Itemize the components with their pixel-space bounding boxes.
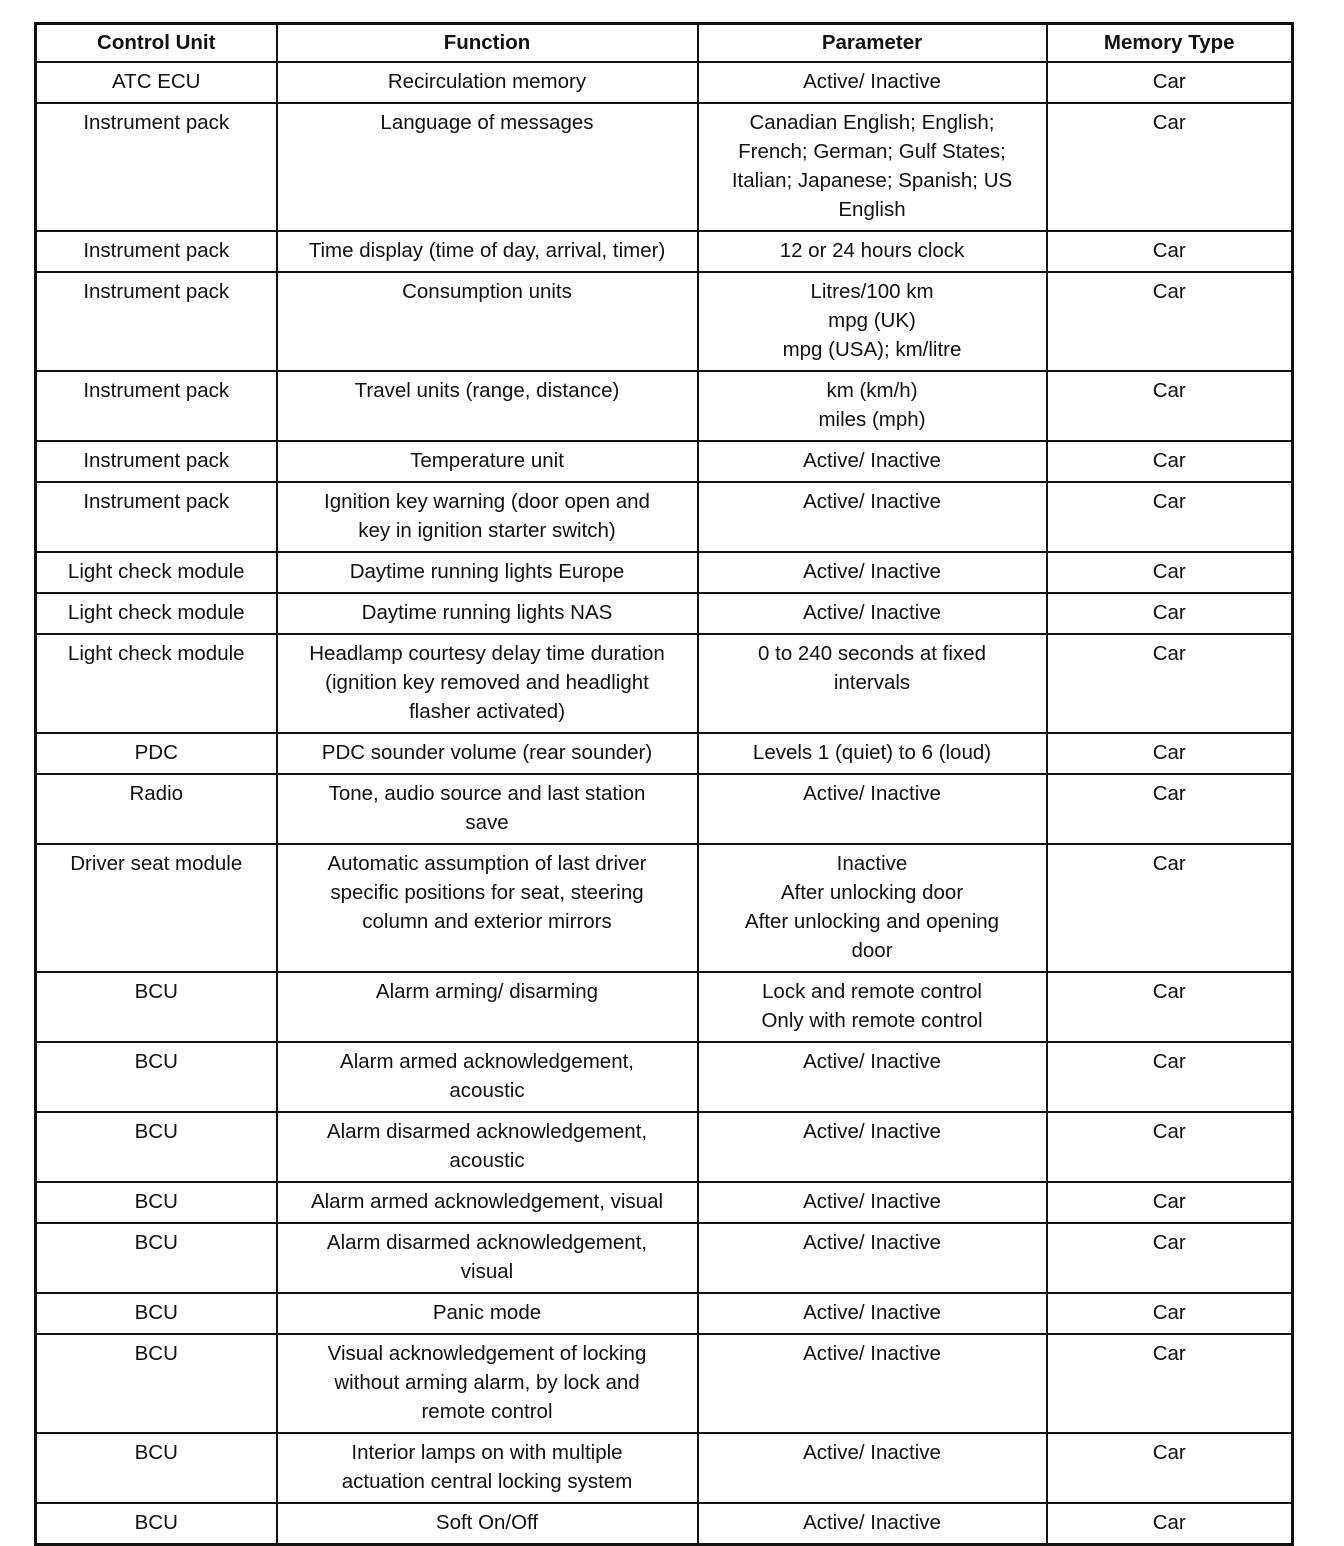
cell-parameter: Active/ Inactive — [698, 1223, 1047, 1293]
cell-parameter: Litres/100 km mpg (UK) mpg (USA); km/litre — [698, 272, 1047, 371]
cell-memory-type: Car — [1047, 552, 1293, 593]
table-row — [36, 844, 1293, 972]
cell-control-unit: BCU — [36, 1182, 277, 1223]
cell-function: Interior lamps on with multiple actuation central locking system — [277, 1433, 698, 1503]
cell-control-unit: Light check module — [36, 552, 277, 593]
cell-control-unit: Instrument pack — [36, 103, 277, 231]
cell-memory-type: Car — [1047, 482, 1293, 552]
table-row — [36, 634, 1293, 733]
cell-memory-type: Car — [1047, 634, 1293, 733]
cell-memory-type: Car — [1047, 1042, 1293, 1112]
table-header — [36, 24, 1293, 63]
cell-function: Temperature unit — [277, 441, 698, 482]
header-function: Function — [277, 24, 698, 63]
cell-parameter: Active/ Inactive — [698, 593, 1047, 634]
cell-function: PDC sounder volume (rear sounder) — [277, 733, 698, 774]
table-row — [36, 774, 1293, 844]
cell-control-unit: Light check module — [36, 634, 277, 733]
cell-memory-type: Car — [1047, 1293, 1293, 1334]
table-row — [36, 371, 1293, 441]
cell-parameter: Active/ Inactive — [698, 552, 1047, 593]
cell-control-unit: BCU — [36, 972, 277, 1042]
cell-control-unit: Driver seat module — [36, 844, 277, 972]
cell-memory-type: Car — [1047, 1334, 1293, 1433]
cell-parameter: Active/ Inactive — [698, 1182, 1047, 1223]
cell-memory-type: Car — [1047, 733, 1293, 774]
cell-function: Panic mode — [277, 1293, 698, 1334]
cell-control-unit: BCU — [36, 1503, 277, 1545]
cell-control-unit: BCU — [36, 1293, 277, 1334]
header-row — [36, 24, 1293, 63]
cell-memory-type: Car — [1047, 272, 1293, 371]
cell-parameter: Levels 1 (quiet) to 6 (loud) — [698, 733, 1047, 774]
table-row — [36, 1182, 1293, 1223]
cell-memory-type: Car — [1047, 1433, 1293, 1503]
cell-memory-type: Car — [1047, 972, 1293, 1042]
cell-function: Alarm disarmed acknowledgement, visual — [277, 1223, 698, 1293]
cell-function: Tone, audio source and last station save — [277, 774, 698, 844]
table-row — [36, 1433, 1293, 1503]
cell-control-unit: BCU — [36, 1433, 277, 1503]
cell-function: Alarm armed acknowledgement, visual — [277, 1182, 698, 1223]
cell-function: Recirculation memory — [277, 62, 698, 103]
header-control-unit: Control Unit — [36, 24, 277, 63]
cell-control-unit: BCU — [36, 1112, 277, 1182]
document-page — [34, 22, 1291, 1546]
cell-control-unit: ATC ECU — [36, 62, 277, 103]
cell-function: Travel units (range, distance) — [277, 371, 698, 441]
cell-function: Daytime running lights Europe — [277, 552, 698, 593]
cell-parameter: Active/ Inactive — [698, 1334, 1047, 1433]
table-row — [36, 272, 1293, 371]
table-row — [36, 972, 1293, 1042]
table-row — [36, 593, 1293, 634]
table-row — [36, 62, 1293, 103]
table-row — [36, 552, 1293, 593]
cell-memory-type: Car — [1047, 1112, 1293, 1182]
table-row — [36, 1112, 1293, 1182]
cell-parameter: Active/ Inactive — [698, 1112, 1047, 1182]
cell-function: Alarm disarmed acknowledgement, acoustic — [277, 1112, 698, 1182]
cell-control-unit: BCU — [36, 1042, 277, 1112]
cell-parameter: 12 or 24 hours clock — [698, 231, 1047, 272]
cell-memory-type: Car — [1047, 441, 1293, 482]
cell-control-unit: Radio — [36, 774, 277, 844]
cell-function: Time display (time of day, arrival, timer) — [277, 231, 698, 272]
header-parameter: Parameter — [698, 24, 1047, 63]
cell-control-unit: Instrument pack — [36, 231, 277, 272]
cell-control-unit: BCU — [36, 1334, 277, 1433]
cell-parameter: Active/ Inactive — [698, 482, 1047, 552]
table-row — [36, 733, 1293, 774]
cell-parameter: Active/ Inactive — [698, 1042, 1047, 1112]
cell-parameter: Active/ Inactive — [698, 774, 1047, 844]
table-row — [36, 1503, 1293, 1545]
cell-function: Language of messages — [277, 103, 698, 231]
table-row — [36, 1042, 1293, 1112]
cell-control-unit: Instrument pack — [36, 441, 277, 482]
table-row — [36, 1334, 1293, 1433]
cell-parameter: Active/ Inactive — [698, 62, 1047, 103]
cell-memory-type: Car — [1047, 371, 1293, 441]
cell-control-unit: PDC — [36, 733, 277, 774]
table-body — [36, 62, 1293, 1545]
cell-memory-type: Car — [1047, 1223, 1293, 1293]
cell-parameter: Inactive After unlocking door After unlocking and opening door — [698, 844, 1047, 972]
cell-control-unit: Light check module — [36, 593, 277, 634]
cell-parameter: Active/ Inactive — [698, 1503, 1047, 1545]
table-row — [36, 1293, 1293, 1334]
cell-function: Headlamp courtesy delay time duration (ignition key removed and headlight flasher activated) — [277, 634, 698, 733]
cell-memory-type: Car — [1047, 231, 1293, 272]
cell-function: Alarm armed acknowledgement, acoustic — [277, 1042, 698, 1112]
cell-parameter: km (km/h) miles (mph) — [698, 371, 1047, 441]
cell-memory-type: Car — [1047, 1503, 1293, 1545]
cell-function: Visual acknowledgement of locking without arming alarm, by lock and remote control — [277, 1334, 698, 1433]
cell-parameter: Active/ Inactive — [698, 441, 1047, 482]
cell-function: Soft On/Off — [277, 1503, 698, 1545]
cell-memory-type: Car — [1047, 774, 1293, 844]
cell-control-unit: Instrument pack — [36, 371, 277, 441]
cell-memory-type: Car — [1047, 62, 1293, 103]
cell-function: Consumption units — [277, 272, 698, 371]
cell-control-unit: BCU — [36, 1223, 277, 1293]
cell-parameter: Active/ Inactive — [698, 1433, 1047, 1503]
cell-memory-type: Car — [1047, 1182, 1293, 1223]
cell-parameter: 0 to 240 seconds at fixed intervals — [698, 634, 1047, 733]
table-row — [36, 1223, 1293, 1293]
table-row — [36, 103, 1293, 231]
cell-memory-type: Car — [1047, 103, 1293, 231]
settings-table — [34, 22, 1294, 1546]
table-row — [36, 482, 1293, 552]
cell-control-unit: Instrument pack — [36, 272, 277, 371]
cell-function: Alarm arming/ disarming — [277, 972, 698, 1042]
cell-function: Automatic assumption of last driver specific positions for seat, steering column and exterior mirrors — [277, 844, 698, 972]
cell-parameter: Lock and remote control Only with remote control — [698, 972, 1047, 1042]
cell-memory-type: Car — [1047, 844, 1293, 972]
cell-parameter: Active/ Inactive — [698, 1293, 1047, 1334]
cell-control-unit: Instrument pack — [36, 482, 277, 552]
cell-memory-type: Car — [1047, 593, 1293, 634]
cell-function: Ignition key warning (door open and key in ignition starter switch) — [277, 482, 698, 552]
header-memory-type: Memory Type — [1047, 24, 1293, 63]
table-row — [36, 231, 1293, 272]
table-row — [36, 441, 1293, 482]
cell-parameter: Canadian English; English; French; German; Gulf States; Italian; Japanese; Spanish; US English — [698, 103, 1047, 231]
cell-function: Daytime running lights NAS — [277, 593, 698, 634]
